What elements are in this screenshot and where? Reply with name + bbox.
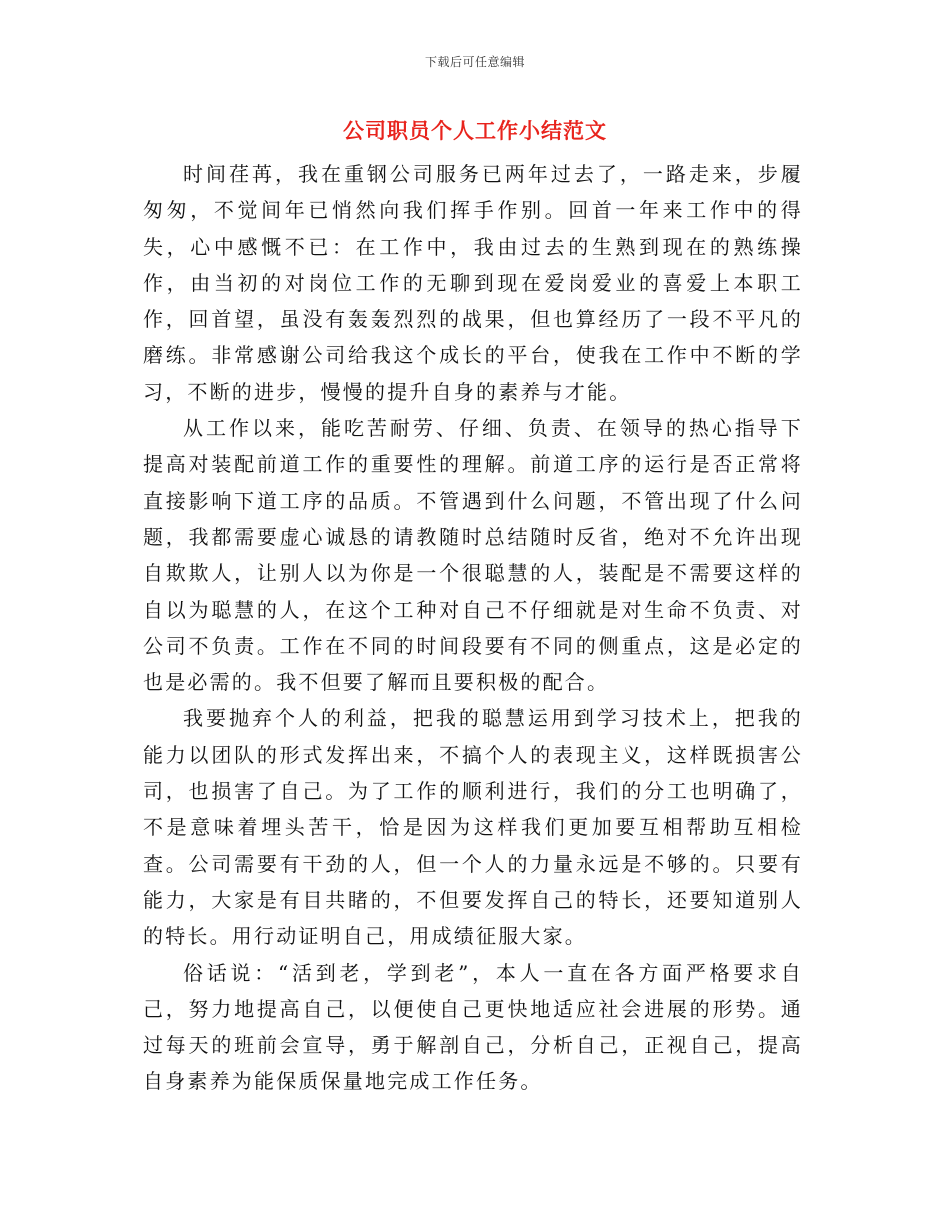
document-title: 公司职员个人工作小结范文 [343, 118, 607, 143]
header-note: 下载后可任意编辑 [424, 55, 525, 69]
paragraph-4: 俗话说：“活到老，学到老”，本人一直在各方面严格要求自己，努力地提高自己，以便使自己更快地适应社会进展的形势。通过每天的班前会宣导，勇于解剖自己，分析自己，正视自己，提高自身素养为能保质保量地完成工作任务。 [143, 960, 803, 1094]
paragraph-2: 从工作以来，能吃苦耐劳、仔细、负责、在领导的热心指导下提高对装配前道工作的重要性的理解。前道工序的运行是否正常将直接影响下道工序的品质。不管遇到什么问题，不管出现了什么问题，我都需要虚心诚恳的请教随时总结随时反省，绝对不允许出现自欺欺人，让别人以为你是一个很聪慧的人，装配是不需要这样的自以为聪慧的人，在这个工种对自己不仔细就是对生命不负责、对公司不负责。工作在不同的时间段要有不同的侧重点，这是必定的也是必需的。我不但要了解而且要积极的配合。 [143, 416, 803, 695]
paragraph-1: 时间荏苒，我在重钢公司服务已两年过去了，一路走来，步履匆匆，不觉间年已悄然向我们挥手作别。回首一年来工作中的得失，心中感慨不已：在工作中，我由过去的生熟到现在的熟练操作，由当初的对岗位工作的无聊到现在爱岗爱业的喜爱上本职工作，回首望，虽没有轰轰烈烈的战果，但也算经历了一段不平凡的磨练。非常感谢公司给我这个成长的平台，使我在工作中不断的学习，不断的进步，慢慢的提升自身的素养与才能。 [143, 162, 803, 404]
document-body [143, 156, 803, 1100]
paragraph-3: 我要抛弃个人的利益，把我的聪慧运用到学习技术上，把我的能力以团队的形式发挥出来，不搞个人的表现主义，这样既损害公司，也损害了自己。为了工作的顺利进行，我们的分工也明确了，不是意味着埋头苦干，恰是因为这样我们更加要互相帮助互相检查。公司需要有干劲的人，但一个人的力量永远是不够的。只要有能力，大家是有目共睹的，不但要发挥自己的特长，还要知道别人的特长。用行动证明自己，用成绩征服大家。 [143, 706, 803, 949]
